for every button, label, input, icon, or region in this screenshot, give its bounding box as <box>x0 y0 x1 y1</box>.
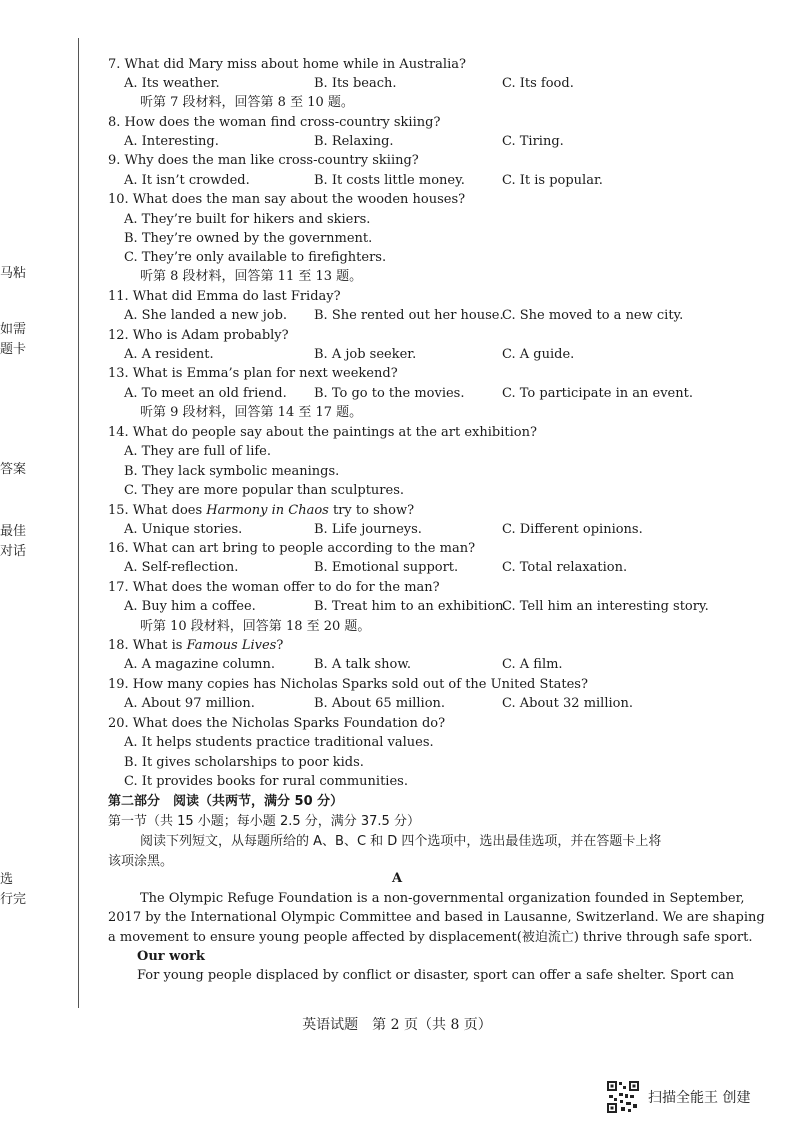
question-16: 16. What can art bring to people according to the man? <box>108 541 476 556</box>
page-footer: 英语试题 第 2 页（共 8 页） <box>302 1017 492 1033</box>
question-8: 8. How does the woman find cross-country skiing? <box>108 115 441 130</box>
option-11b: B. She rented out her house. <box>314 308 504 323</box>
option-8c: C. Tiring. <box>502 134 564 149</box>
option-11a: A. She landed a new job. <box>124 308 288 323</box>
work-title: Famous Lives <box>186 638 277 653</box>
option-18a: A. A magazine column. <box>124 657 275 672</box>
question-text: ? <box>276 638 284 653</box>
scanner-watermark: 扫描全能王 创建 <box>648 1090 751 1106</box>
question-11: 11. What did Emma do last Friday? <box>108 289 341 304</box>
reading-instruction: 阅读下列短文，从每题所给的 A、B、C 和 D 四个选项中，选出最佳选项，并在答题卡上将 <box>140 834 662 849</box>
option-18b: B. A talk show. <box>314 657 412 672</box>
qr-code-icon <box>606 1080 640 1114</box>
option-19a: A. About 97 million. <box>124 696 255 711</box>
option-12a: A. A resident. <box>124 347 214 362</box>
option-19b: B. About 65 million. <box>314 696 446 711</box>
option-10c: C. They’re only available to firefighters. <box>124 250 387 265</box>
instruction-9: 听第 9 段材料，回答第 14 至 17 题。 <box>140 405 363 420</box>
option-8b: B. Relaxing. <box>314 134 394 149</box>
option-8a: A. Interesting. <box>124 134 219 149</box>
option-13a: A. To meet an old friend. <box>124 386 287 401</box>
margin-note: 马粘 <box>0 266 27 281</box>
passage-text: For young people displaced by conflict or disaster, sport can offer a safe shelter. Sport can <box>137 968 735 983</box>
option-12c: C. A guide. <box>502 347 575 362</box>
instruction-10: 听第 10 段材料，回答第 18 至 20 题。 <box>140 619 371 634</box>
margin-note: 答案 <box>0 462 27 477</box>
question-15 <box>108 503 414 519</box>
question-9: 9. Why does the man like cross-country skiing? <box>108 153 419 168</box>
option-15b: B. Life journeys. <box>314 522 422 537</box>
margin-note: 对话 <box>0 544 27 559</box>
question-text: 18. What is <box>108 638 187 653</box>
option-17a: A. Buy him a coffee. <box>124 599 256 614</box>
option-17b: B. Treat him to an exhibition. <box>314 599 508 614</box>
option-20c: C. It provides books for rural communities. <box>124 774 408 789</box>
question-19: 19. How many copies has Nicholas Sparks sold out of the United States? <box>108 677 588 692</box>
passage-title: A <box>391 871 403 886</box>
option-9b: B. It costs little money. <box>314 173 465 188</box>
passage-text: The Olympic Refuge Foundation is a non-governmental organization founded in September, <box>140 891 745 906</box>
option-11c: C. She moved to a new city. <box>502 308 684 323</box>
question-text: try to show? <box>328 503 415 518</box>
margin-note: 如需 <box>0 322 27 337</box>
option-12b: B. A job seeker. <box>314 347 417 362</box>
passage-heading: Our work <box>137 949 205 964</box>
question-12: 12. Who is Adam probably? <box>108 328 289 343</box>
work-title: Harmony in Chaos <box>206 503 329 518</box>
option-16c: C. Total relaxation. <box>502 560 628 575</box>
margin-divider <box>78 38 79 1008</box>
margin-note: 题卡 <box>0 342 27 357</box>
instruction-7: 听第 7 段材料，回答第 8 至 10 题。 <box>140 95 354 110</box>
option-18c: C. A film. <box>502 657 563 672</box>
option-17c: C. Tell him an interesting story. <box>502 599 709 614</box>
option-15a: A. Unique stories. <box>124 522 243 537</box>
option-15c: C. Different opinions. <box>502 522 643 537</box>
option-9c: C. It is popular. <box>502 173 603 188</box>
option-13b: B. To go to the movies. <box>314 386 465 401</box>
margin-note: 行完 <box>0 892 27 907</box>
option-7b: B. Its beach. <box>314 76 397 91</box>
option-20a: A. It helps students practice traditional values. <box>124 735 434 750</box>
option-19c: C. About 32 million. <box>502 696 633 711</box>
question-10: 10. What does the man say about the wooden houses? <box>108 192 466 207</box>
margin-note: 选 <box>0 872 14 887</box>
question-7: 7. What did Mary miss about home while in Australia? <box>108 57 466 72</box>
option-14a: A. They are full of life. <box>124 444 272 459</box>
question-17: 17. What does the woman offer to do for the man? <box>108 580 440 595</box>
question-20: 20. What does the Nicholas Sparks Foundation do? <box>108 716 446 731</box>
question-14: 14. What do people say about the paintings at the art exhibition? <box>108 425 537 440</box>
passage-text: 2017 by the International Olympic Committee and based in Lausanne, Switzerland. We are shaping <box>108 910 765 925</box>
question-18 <box>108 638 283 654</box>
instruction-8: 听第 8 段材料，回答第 11 至 13 题。 <box>140 269 363 284</box>
option-10a: A. They’re built for hikers and skiers. <box>124 212 371 227</box>
option-13c: C. To participate in an event. <box>502 386 693 401</box>
option-20b: B. It gives scholarships to poor kids. <box>124 755 364 770</box>
option-16a: A. Self-reflection. <box>124 560 239 575</box>
question-13: 13. What is Emma’s plan for next weekend? <box>108 366 398 381</box>
passage-text: a movement to ensure young people affected by displacement(被迫流亡) thrive through safe sport. <box>108 930 753 945</box>
margin-note: 最佳 <box>0 524 27 539</box>
reading-instruction: 该项涂黑。 <box>108 854 174 869</box>
option-16b: B. Emotional support. <box>314 560 459 575</box>
option-7a: A. Its weather. <box>124 76 220 91</box>
question-text: 15. What does <box>108 503 207 518</box>
option-10b: B. They’re owned by the government. <box>124 231 373 246</box>
option-14c: C. They are more popular than sculptures. <box>124 483 405 498</box>
option-14b: B. They lack symbolic meanings. <box>124 464 340 479</box>
option-7c: C. Its food. <box>502 76 574 91</box>
option-9a: A. It isn’t crowded. <box>124 173 250 188</box>
section-heading: 第一节（共 15 小题；每小题 2.5 分，满分 37.5 分） <box>108 814 420 829</box>
part-heading: 第二部分 阅读（共两节，满分 50 分） <box>108 794 344 809</box>
